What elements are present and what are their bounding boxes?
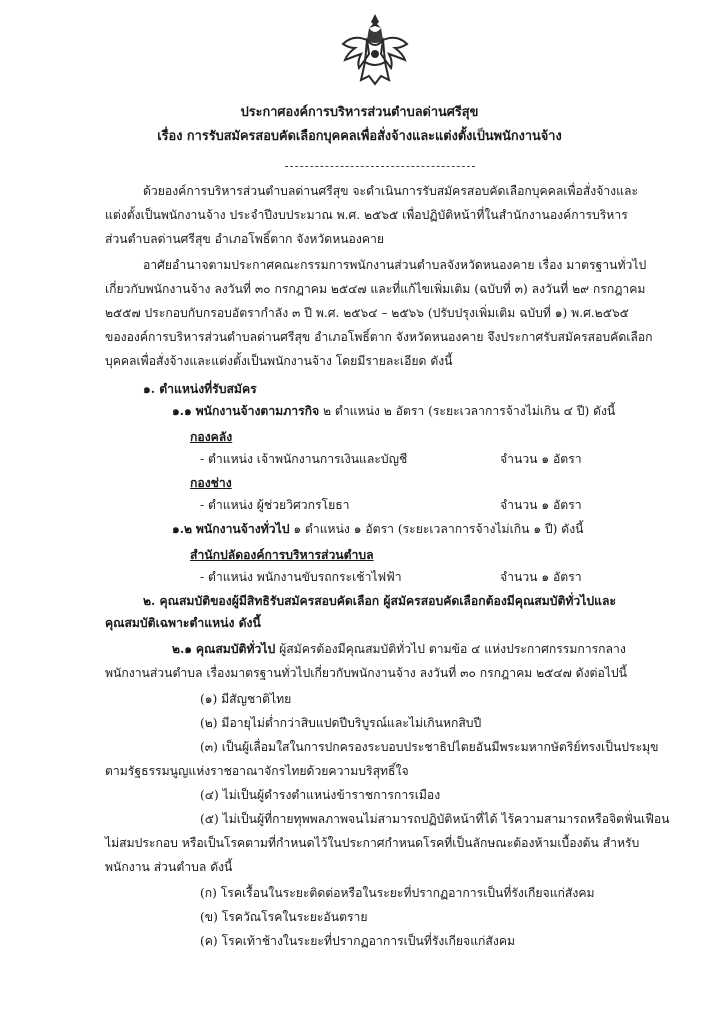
qualification-item-3-cont: ตามรัฐธรรมนูญแห่งราชอาณาจักรไทยด้วยความบริสุทธิ์ใจ — [105, 764, 409, 778]
general-qualification-line2: พนักงานส่วนตำบล เรื่องมาตรฐานทั่วไปเกี่ยวกับพนักงานจ้าง ลงวันที่ ๓๐ กรกฎาคม ๒๕๔๗ ดังต่อไปนี้ — [105, 666, 627, 680]
intro-p2-line3: ๒๕๕๗ ประกอบกับกรอบอัตรากำลัง ๓ ปี พ.ศ. ๒๕๖๔ – ๒๕๖๖ (ปรับปรุงเพิ่มเติม ฉบับที่ ๑) พ.ศ.๒๕๖๕ — [105, 306, 629, 320]
disease-item-b: (ข) โรควัณโรคในระยะอันตราย — [200, 910, 368, 924]
section2-heading-line1: ๒. คุณสมบัติของผู้มีสิทธิรับสมัครสอบคัดเลือก ผู้สมัครสอบคัดเลือกต้องมีคุณสมบัติทั่วไปและ — [143, 594, 617, 608]
intro-p2-line1: อาศัยอำนาจตามประกาศคณะกรรมการพนักงานส่วนตำบลจังหวัดหนองคาย เรื่อง มาตรฐานทั่วไป — [143, 258, 647, 272]
section2-heading-line2: คุณสมบัติเฉพาะตำแหน่ง ดังนี้ — [105, 616, 261, 630]
garuda-emblem-icon — [339, 10, 411, 90]
qualification-item-2: (๒) มีอายุไม่ต่ำกว่าสิบแปดปีบริบูรณ์และไม่เกินหกสิบปี — [200, 716, 482, 730]
qualification-item-1: (๑) มีสัญชาติไทย — [200, 692, 292, 706]
qualification-item-4: (๔) ไม่เป็นผู้ดำรงตำแหน่งข้าราชการการเมือง — [200, 788, 441, 802]
position-finance: - ตำแหน่ง เจ้าพนักงานการเงินและบัญชี — [200, 452, 408, 466]
disease-item-a: (ก) โรคเรื้อนในระยะติดต่อหรือในระยะที่ปรากฏอาการเป็นที่รังเกียจแก่สังคม — [200, 886, 595, 900]
dept-engineering: กองช่าง — [190, 476, 232, 490]
count-engineering: จำนวน ๑ อัตรา — [500, 498, 582, 512]
intro-p2-line4: ขององค์การบริหารส่วนตำบลด่านศรีสุข อำเภอโพธิ์ตาก จังหวัดหนองคาย จึงประกาศรับสมัครสอบคัดเลือก — [105, 330, 653, 344]
page-subject: เรื่อง การรับสมัครสอบคัดเลือกบุคคลเพื่อสั่งจ้างและแต่งตั้งเป็นพนักงานจ้าง — [157, 129, 562, 144]
sub2-title: พนักงานจ้างทั่วไป — [195, 522, 290, 536]
intro-p2-line2: เกี่ยวกับพนักงานจ้าง ลงวันที่ ๓๐ กรกฎาคม ๒๕๔๗ และที่แก้ไขเพิ่มเติม (ฉบับที่ ๓) ลงวันที่ ๒๙ กรกฎาคม — [105, 282, 646, 296]
dept-office: สำนักปลัดองค์การบริหารส่วนตำบล — [190, 548, 374, 562]
sub2-num: ๑.๒ — [172, 522, 193, 536]
intro-p1-line1: ด้วยองค์การบริหารส่วนตำบลด่านศรีสุข จะดำเนินการรับสมัครสอบคัดเลือกบุคคลเพื่อสั่งจ้างและ — [143, 184, 639, 198]
sub2-rest: ๑ ตำแหน่ง ๑ อัตรา (ระยะเวลาการจ้างไม่เกิน ๑ ปี) ดังนี้ — [289, 522, 584, 536]
section1-heading: ๑. ตำแหน่งที่รับสมัคร — [143, 382, 257, 396]
intro-p2-line5: บุคคลเพื่อสั่งจ้างและแต่งตั้งเป็นพนักงานจ้าง โดยมีรายละเอียด ดังนี้ — [105, 354, 453, 368]
position-office: - ตำแหน่ง พนักงานขับรถกระเช้าไฟฟ้า — [200, 570, 402, 584]
general-title: คุณสมบัติทั่วไป — [195, 642, 276, 656]
count-office: จำนวน ๑ อัตรา — [500, 570, 582, 584]
dept-finance: กองคลัง — [190, 430, 233, 444]
intro-p1-line2: แต่งตั้งเป็นพนักงานจ้าง ประจำปีงบประมาณ พ.ศ. ๒๕๖๕ เพื่อปฏิบัติหน้าที่ในสำนักงานองค์การบริหาร — [105, 208, 628, 222]
general-qualification-line1 — [172, 640, 626, 658]
sub1-title: พนักงานจ้างตามภารกิจ — [195, 404, 320, 418]
sub1-num: ๑.๑ — [172, 404, 192, 418]
disease-item-c: (ค) โรคเท้าช้างในระยะที่ปรากฏอาการเป็นที่รังเกียจแก่สังคม — [200, 934, 516, 948]
qualification-item-5-cont2: พนักงาน ส่วนตำบล ดังนี้ — [105, 860, 233, 874]
general-l1-text: ผู้สมัครต้องมีคุณสมบัติทั่วไป ตามข้อ ๔ แห่งประกาศกรรมการกลาง — [275, 642, 626, 656]
section1-sub1 — [172, 402, 615, 420]
general-num: ๒.๑ — [172, 642, 193, 656]
intro-p1-line3: ส่วนตำบลด่านศรีสุข อำเภอโพธิ์ตาก จังหวัดหนองคาย — [105, 232, 384, 246]
qualification-item-5: (๕) ไม่เป็นผู้ที่กายทุพพลภาพจนไม่สามารถปฏิบัติหน้าที่ได้ ไร้ความสามารถหรือจิตฟั่นเฟือน — [200, 812, 670, 826]
qualification-item-5-cont1: ไม่สมประกอบ หรือเป็นโรคตามที่กำหนดไว้ในประกาศกำหนดโรคที่เป็นลักษณะต้องห้ามเบื้องต้น สำหรับ — [105, 836, 640, 850]
section1-sub2 — [172, 520, 584, 538]
title-divider — [285, 166, 475, 167]
position-engineering: - ตำแหน่ง ผู้ช่วยวิศวกรโยธา — [200, 498, 350, 512]
page-title: ประกาศองค์การบริหารส่วนตำบลด่านศรีสุข — [240, 105, 479, 120]
sub1-rest: ๒ ตำแหน่ง ๒ อัตรา (ระยะเวลาการจ้างไม่เกิน ๔ ปี) ดังนี้ — [319, 404, 616, 418]
qualification-item-3: (๓) เป็นผู้เลื่อมใสในการปกครองระบอบประชาธิปไตยอันมีพระมหากษัตริย์ทรงเป็นประมุข — [200, 740, 659, 754]
count-finance: จำนวน ๑ อัตรา — [500, 452, 582, 466]
